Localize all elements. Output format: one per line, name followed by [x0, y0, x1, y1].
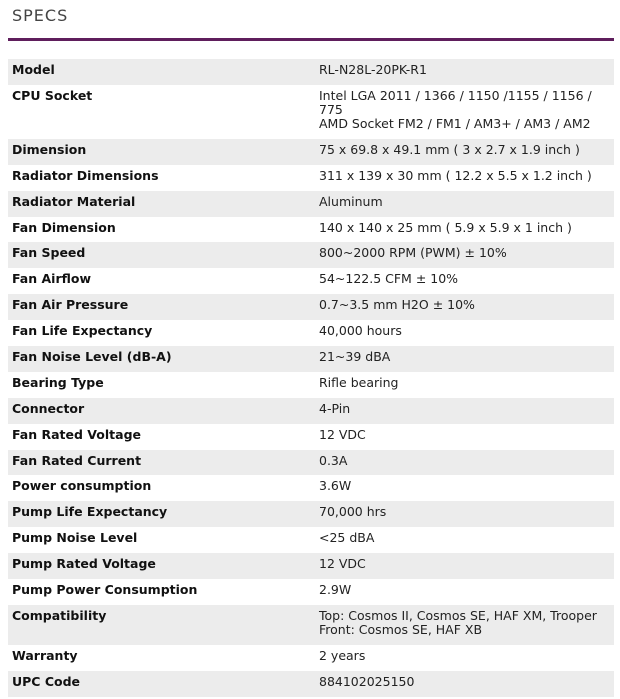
spec-label: Model	[8, 59, 315, 85]
spec-value	[315, 191, 614, 217]
spec-value	[315, 605, 614, 645]
spec-value-line: 0.3A	[319, 452, 348, 468]
spec-label: Dimension	[8, 139, 315, 165]
spec-label: Radiator Material	[8, 191, 315, 217]
spec-value	[315, 139, 614, 165]
spec-label: CPU Socket	[8, 85, 315, 139]
spec-row	[8, 398, 614, 424]
spec-row	[8, 372, 614, 398]
spec-value-line: 12 VDC	[319, 426, 366, 442]
spec-row	[8, 165, 614, 191]
spec-value	[315, 217, 614, 243]
spec-row	[8, 527, 614, 553]
spec-row	[8, 450, 614, 476]
spec-value	[315, 527, 614, 553]
spec-label: Fan Airflow	[8, 268, 315, 294]
spec-value-line: 21~39 dBA	[319, 349, 391, 365]
spec-value	[315, 501, 614, 527]
spec-row	[8, 346, 614, 372]
spec-value	[315, 165, 614, 191]
spec-value	[315, 85, 614, 139]
spec-value-line: Top: Cosmos II, Cosmos SE, HAF XM, Trooper	[319, 607, 597, 623]
spec-value-line: 140 x 140 x 25 mm ( 5.9 x 5.9 x 1 inch )	[319, 219, 572, 235]
spec-value-line: Rifle bearing	[319, 374, 399, 390]
spec-value	[315, 346, 614, 372]
spec-label: Fan Speed	[8, 242, 315, 268]
specs-header	[8, 0, 614, 41]
spec-label: Pump Rated Voltage	[8, 553, 315, 579]
spec-label: Power consumption	[8, 475, 315, 501]
spec-row	[8, 294, 614, 320]
spec-value-line: <25 dBA	[319, 530, 375, 546]
spec-row	[8, 475, 614, 501]
spec-label: Fan Rated Current	[8, 450, 315, 476]
spec-row	[8, 605, 614, 645]
spec-row	[8, 242, 614, 268]
spec-value	[315, 553, 614, 579]
spec-label: Radiator Dimensions	[8, 165, 315, 191]
spec-row	[8, 579, 614, 605]
spec-row	[8, 645, 614, 671]
spec-value-line: 0.7~3.5 mm H2O ± 10%	[319, 297, 475, 313]
spec-label: Fan Rated Voltage	[8, 424, 315, 450]
spec-row	[8, 501, 614, 527]
spec-row	[8, 268, 614, 294]
spec-label: Pump Power Consumption	[8, 579, 315, 605]
spec-row	[8, 85, 614, 139]
spec-row	[8, 424, 614, 450]
spec-row	[8, 191, 614, 217]
spec-label: Fan Life Expectancy	[8, 320, 315, 346]
spec-value-line: RL-N28L-20PK-R1	[319, 62, 427, 77]
spec-row	[8, 553, 614, 579]
spec-value-line: 2 years	[319, 647, 366, 663]
spec-value	[315, 424, 614, 450]
spec-label: Fan Dimension	[8, 217, 315, 243]
spec-value-line: 54~122.5 CFM ± 10%	[319, 271, 459, 287]
spec-label: Fan Noise Level (dB-A)	[8, 346, 315, 372]
spec-label: Pump Noise Level	[8, 527, 315, 553]
spec-value-line: 4-Pin	[319, 400, 351, 416]
spec-value	[315, 398, 614, 424]
spec-value	[315, 59, 614, 85]
spec-label: Pump Life Expectancy	[8, 501, 315, 527]
spec-value	[315, 320, 614, 346]
spec-value-line: Aluminum	[319, 193, 383, 209]
spec-label: Connector	[8, 398, 315, 424]
spec-value	[315, 671, 614, 697]
spec-value-line: 40,000 hours	[319, 323, 402, 339]
spec-label: Warranty	[8, 645, 315, 671]
spec-value-line: 2.9W	[319, 582, 352, 598]
spec-row	[8, 59, 614, 85]
spec-value-line: Intel LGA 2011 / 1366 / 1150 /1155 / 1156 /	[319, 87, 592, 103]
spec-value	[315, 475, 614, 501]
spec-value	[315, 372, 614, 398]
spec-value	[315, 294, 614, 320]
spec-row	[8, 139, 614, 165]
page-title: SPECS	[12, 6, 69, 25]
spec-value-line: Front: Cosmos SE, HAF XB	[319, 621, 483, 637]
spec-row	[8, 217, 614, 243]
spec-label: Fan Air Pressure	[8, 294, 315, 320]
spec-value-line: 884102025150	[319, 673, 415, 689]
spec-label: Compatibility	[8, 605, 315, 645]
spec-value	[315, 579, 614, 605]
spec-value	[315, 242, 614, 268]
spec-value-line: 800~2000 RPM (PWM) ± 10%	[319, 245, 507, 261]
spec-row	[8, 671, 614, 697]
spec-value-line: 3.6W	[319, 478, 352, 494]
spec-value	[315, 450, 614, 476]
spec-row	[8, 320, 614, 346]
spec-value-line: 75 x 69.8 x 49.1 mm ( 3 x 2.7 x 1.9 inch )	[319, 141, 580, 157]
spec-value-line: 311 x 139 x 30 mm ( 12.2 x 5.5 x 1.2 inch )	[319, 167, 592, 183]
spec-value-line: 12 VDC	[319, 556, 366, 572]
spec-value	[315, 645, 614, 671]
spec-value-line: 775	[319, 101, 343, 117]
specs-table	[8, 59, 614, 697]
spec-value-line: 70,000 hrs	[319, 504, 387, 520]
spec-value-line: AMD Socket FM2 / FM1 / AM3+ / AM3 / AM2	[319, 115, 591, 131]
spec-value	[315, 268, 614, 294]
spec-label: Bearing Type	[8, 372, 315, 398]
spec-label: UPC Code	[8, 671, 315, 697]
